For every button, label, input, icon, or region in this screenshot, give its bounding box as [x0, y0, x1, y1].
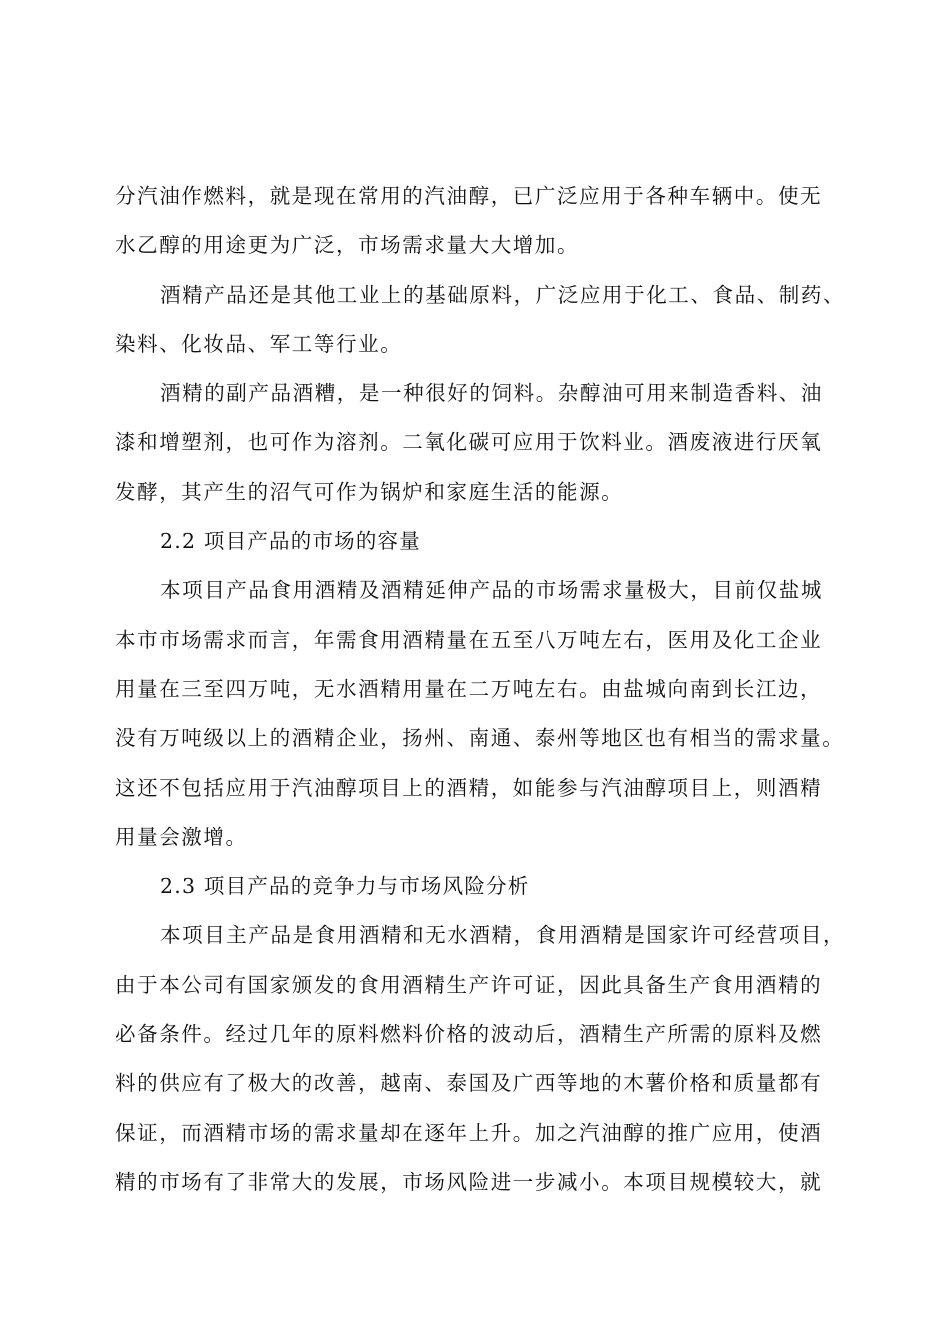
paragraph-line: 本项目产品食用酒精及酒精延伸产品的市场需求量极大，目前仅盐城 [160, 578, 823, 603]
document-body [115, 172, 850, 1207]
paragraph-line: 用量在三至四万吨，无水酒精用量在二万吨左右。由盐城向南到长江边， [115, 676, 823, 701]
paragraph-line: 水乙醇的用途更为广泛，市场需求量大大增加。 [115, 233, 580, 258]
paragraph-line: 料的供应有了极大的改善，越南、泰国及广西等地的木薯价格和质量都有 [115, 1071, 823, 1096]
paragraph-line: 没有万吨级以上的酒精企业，扬州、南通、泰州等地区也有相当的需求量。 [115, 726, 845, 751]
section-heading: 2.3 项目产品的竞争力与市场风险分析 [160, 874, 530, 899]
paragraph-line: 本项目主产品是食用酒精和无水酒精，食用酒精是国家许可经营项目， [160, 923, 846, 948]
paragraph-line: 酒精的副产品酒糟，是一种很好的饲料。杂醇油可用来制造香料、油 [160, 381, 823, 406]
paragraph-line: 这还不包括应用于汽油醇项目上的酒精，如能参与汽油醇项目上，则酒精 [115, 775, 823, 800]
paragraph-line: 本市市场需求而言，年需食用酒精量在五至八万吨左右，医用及化工企业 [115, 627, 823, 652]
paragraph-line: 精的市场有了非常大的发展，市场风险进一步减小。本项目规模较大，就 [115, 1169, 823, 1194]
paragraph-line: 必备条件。经过几年的原料燃料价格的波动后，酒精生产所需的原料及燃 [115, 1022, 823, 1047]
paragraph-line: 发酵，其产生的沼气可作为锅炉和家庭生活的能源。 [115, 479, 624, 504]
paragraph-line: 漆和增塑剂，也可作为溶剂。二氧化碳可应用于饮料业。酒废液进行厌氧 [115, 430, 823, 455]
paragraph-line: 染料、化妆品、军工等行业。 [115, 331, 403, 356]
paragraph-line: 由于本公司有国家颁发的食用酒精生产许可证，因此具备生产食用酒精的 [115, 972, 823, 997]
paragraph-line: 分汽油作燃料，就是现在常用的汽油醇，已广泛应用于各种车辆中。使无 [115, 184, 823, 208]
paragraph-line: 酒精产品还是其他工业上的基础原料，广泛应用于化工、食品、制药、 [160, 282, 846, 307]
section-heading: 2.2 项目产品的市场的容量 [160, 529, 421, 554]
paragraph-line: 用量会激增。 [115, 824, 248, 849]
paragraph-line: 保证，而酒精市场的需求量却在逐年上升。加之汽油醇的推广应用，使酒 [115, 1120, 823, 1145]
